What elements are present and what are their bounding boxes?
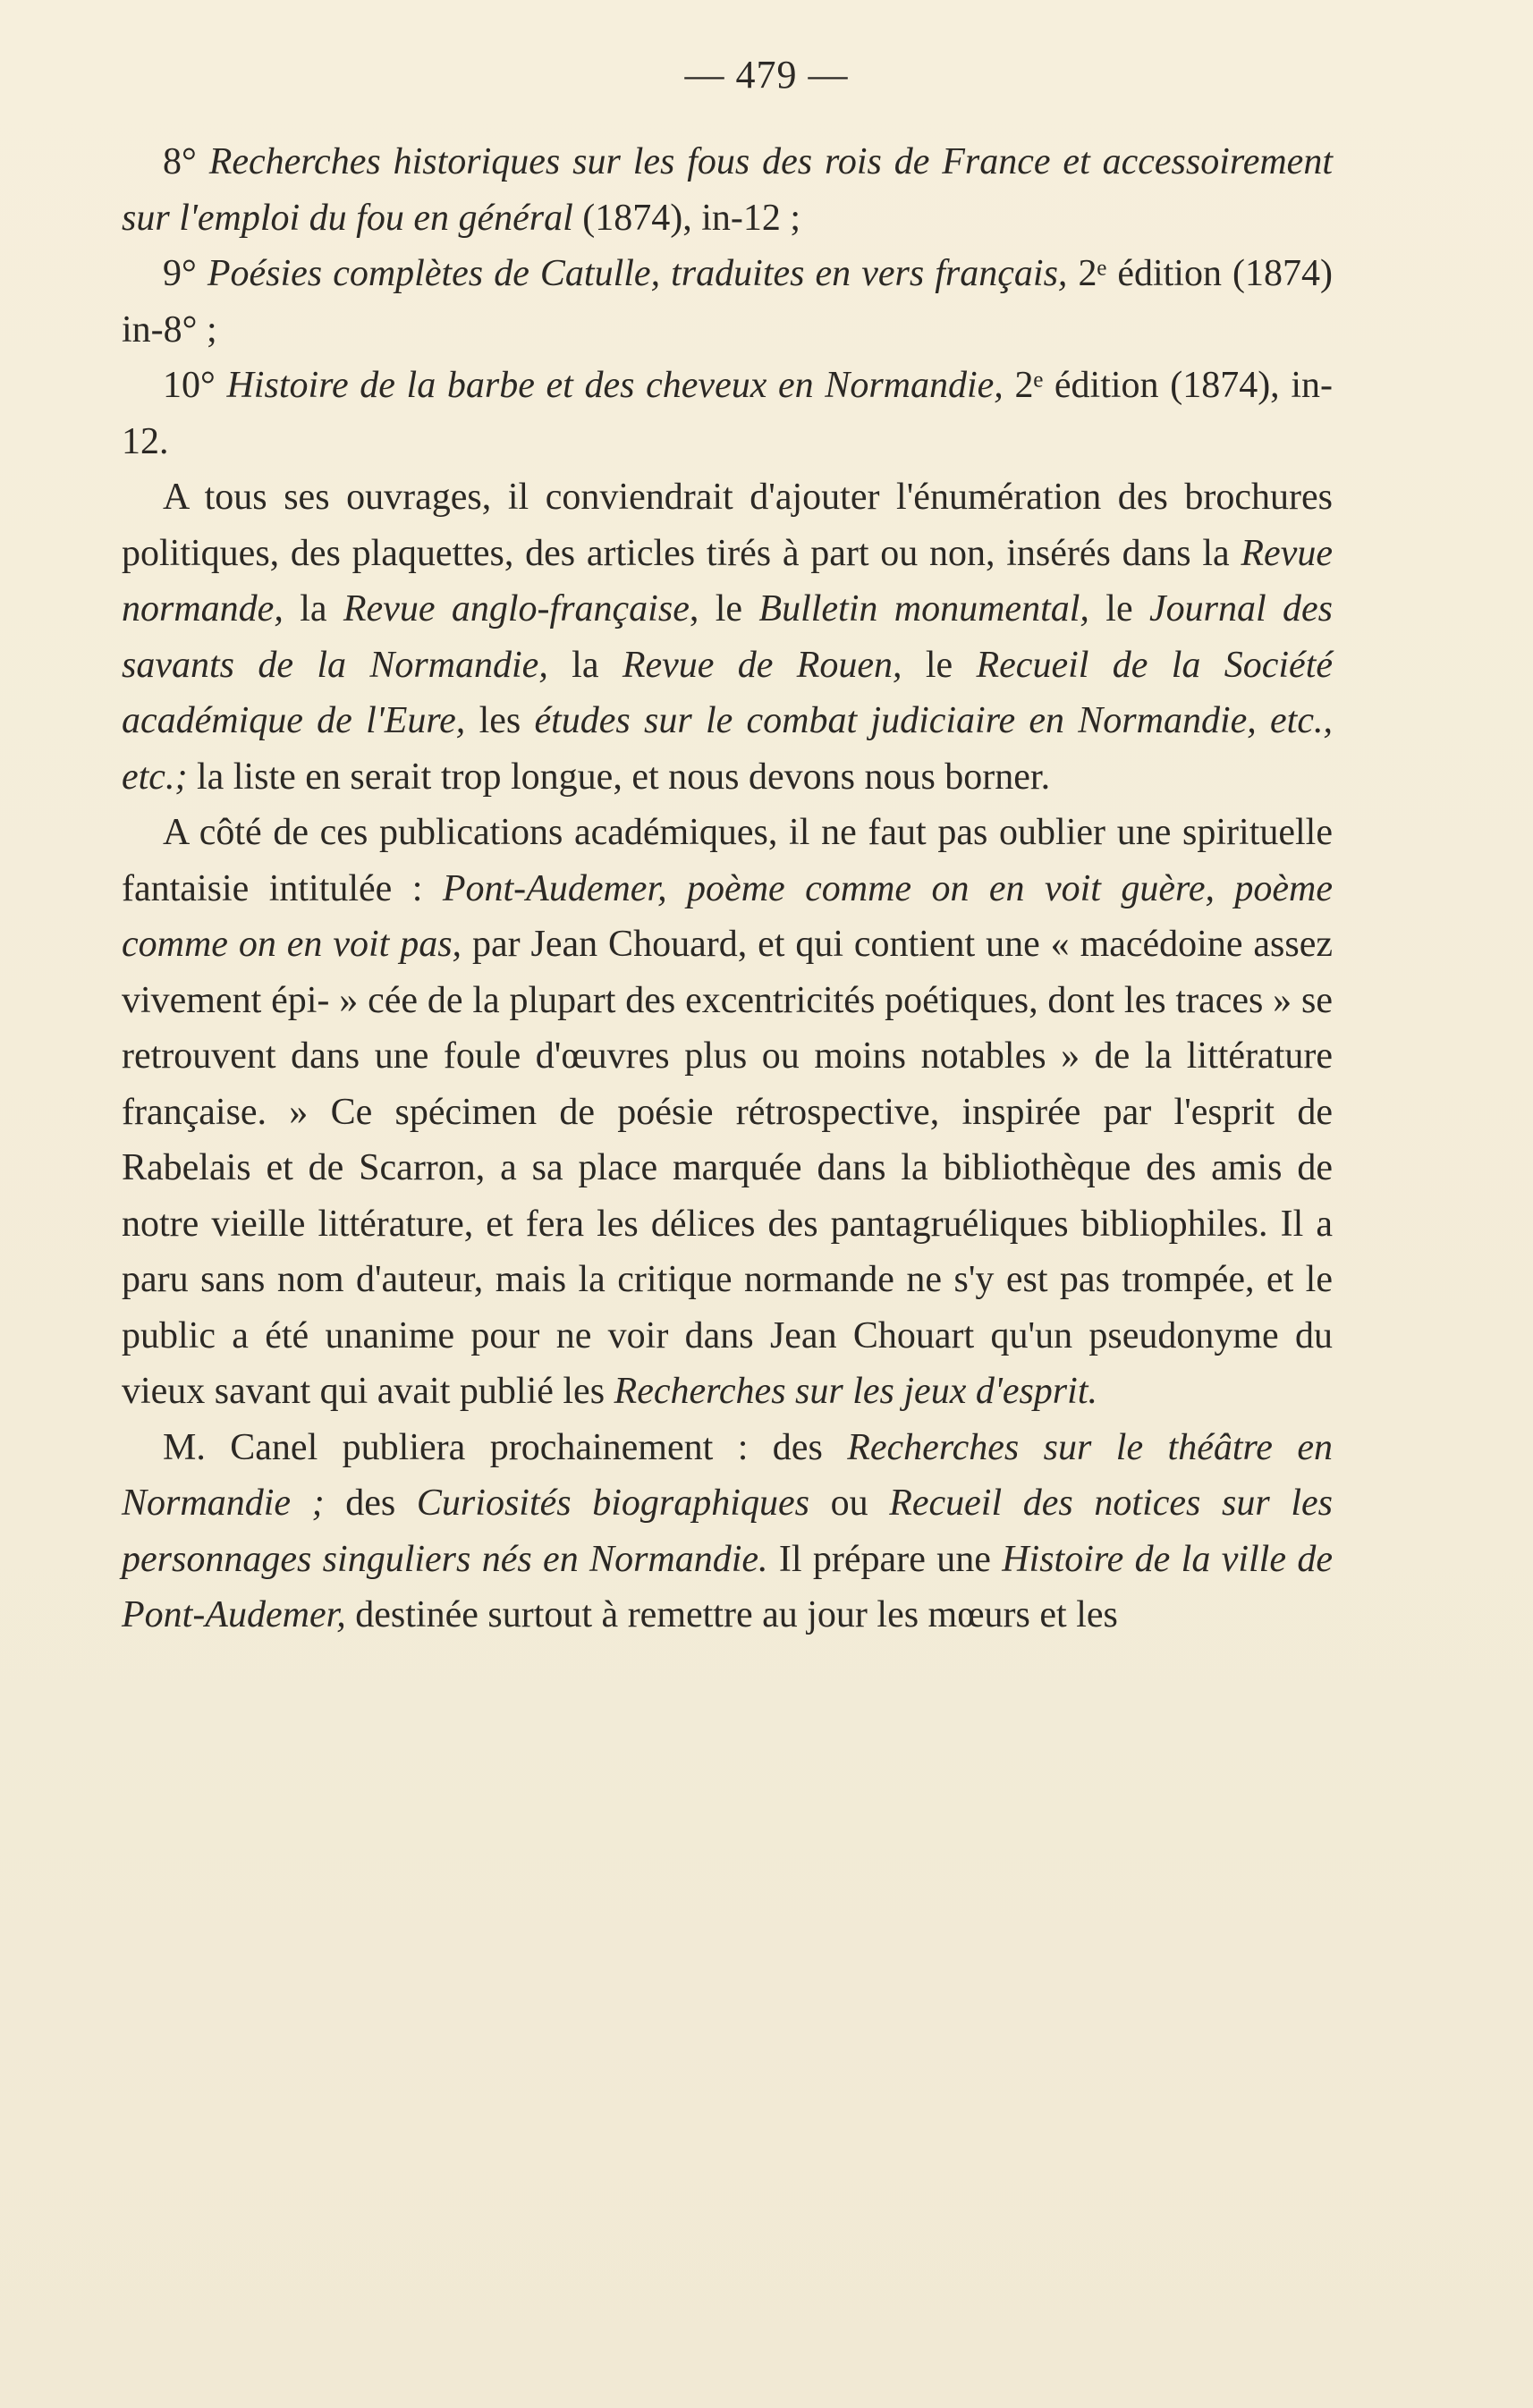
body-text-run: les (465, 700, 535, 741)
italic-title-text: Revue normande, (122, 532, 1333, 629)
italic-title-text: Histoire de la barbe et des cheveux en Normandie, (226, 365, 1004, 406)
body-text-run: Il prépare une (767, 1538, 1003, 1580)
body-text-run: par Jean Chouard, et qui contient une « macédoine assez vivement épi- » cée de la plupart des excentricités poétiques, dont les traces » se retrouvent dans une foule d'œuvres plus ou moins notables » de la littérature française. » Ce spécimen de poésie rétrospective, inspirée par l'esprit de Rabelais et de Scarron, a sa place marquée dans la bibliothèque des amis de notre vieille littérature, et fera les délices des pantagruéliques bibliophiles. Il a paru sans nom d'auteur, mais la critique normande ne s'y est pas trompée, et le public a été unanime pour ne voir dans Jean Chouart qu'un pseudonyme du vieux savant qui avait publié les (122, 924, 1333, 1412)
paragraph-item-10 (122, 358, 1333, 469)
italic-title-text: Recueil de la Société académique de l'Eure, (122, 644, 1333, 741)
paragraph-forthcoming-works (122, 1420, 1333, 1643)
body-text-run: 2ᵉ édition (1874), in-12. (122, 365, 1333, 462)
body-text-run: le (902, 644, 977, 686)
body-text-run: 8° (163, 141, 209, 182)
body-text-run: 9° (163, 253, 208, 294)
italic-title-text: Poésies complètes de Catulle, traduites en vers français, (207, 253, 1068, 294)
body-text (122, 134, 1333, 1643)
body-text-run: 2ᵉ édition (1874) in-8° ; (122, 253, 1333, 351)
body-text-run: M. Canel publiera prochainement : des (163, 1426, 848, 1468)
italic-title-text: Pont-Audemer, poème comme on en voit guère, poème comme on en voit pas, (122, 867, 1334, 965)
italic-title-text: Revue de Rouen, (622, 644, 902, 686)
italic-title-text: Curiosités biographiques (416, 1483, 809, 1524)
paragraph-item-9 (122, 246, 1333, 358)
italic-title-text: Recherches sur les jeux d'esprit. (614, 1371, 1097, 1412)
body-text-run: A côté de ces publications académiques, il ne faut pas oublier une spirituelle fantaisie intitulée : (122, 812, 1333, 909)
italic-title-text: études sur le combat judiciaire en Normandie, etc., etc.; (122, 700, 1333, 798)
body-text-run: la liste en serait trop longue, et nous devons nous borner. (187, 756, 1051, 798)
body-text-run: , le (689, 588, 759, 629)
body-text-run: la (547, 644, 623, 686)
italic-title-text: Journal des savants de la Normandie, (122, 588, 1334, 686)
italic-title-text: Recherches sur le théâtre en Normandie ; (122, 1426, 1334, 1524)
paragraph-pont-audemer-poem (122, 805, 1333, 1420)
body-text-run: 10° (163, 365, 227, 406)
body-text-run: A tous ses ouvrages, il conviendrait d'ajouter l'énumération des brochures politiques, des plaquettes, des articles tirés à part ou non, insérés dans la (122, 477, 1333, 574)
italic-title-text: Recueil des notices sur les personnages singuliers nés en Normandie. (122, 1483, 1333, 1580)
paragraph-publications (122, 469, 1333, 805)
page-number: — 479 — (684, 53, 849, 97)
italic-title-text: Histoire de la ville de Pont-Audemer, (122, 1538, 1333, 1635)
body-text-run: destinée surtout à remettre au jour les mœurs et les (345, 1594, 1118, 1635)
body-text-run: des (324, 1483, 417, 1524)
italic-title-text: Bulletin monumental, (758, 588, 1089, 629)
italic-title-text: Recherches historiques sur les fous des rois de France et accessoirement sur l'emploi du fou en général (122, 141, 1333, 239)
body-text-run: (1874), in-12 ; (572, 197, 801, 239)
body-text-run: ou (809, 1483, 890, 1524)
italic-title-text: Revue anglo-française (343, 588, 690, 629)
paragraph-item-8 (122, 134, 1333, 246)
body-text-run: la (283, 588, 343, 629)
body-text-run: le (1088, 588, 1149, 629)
